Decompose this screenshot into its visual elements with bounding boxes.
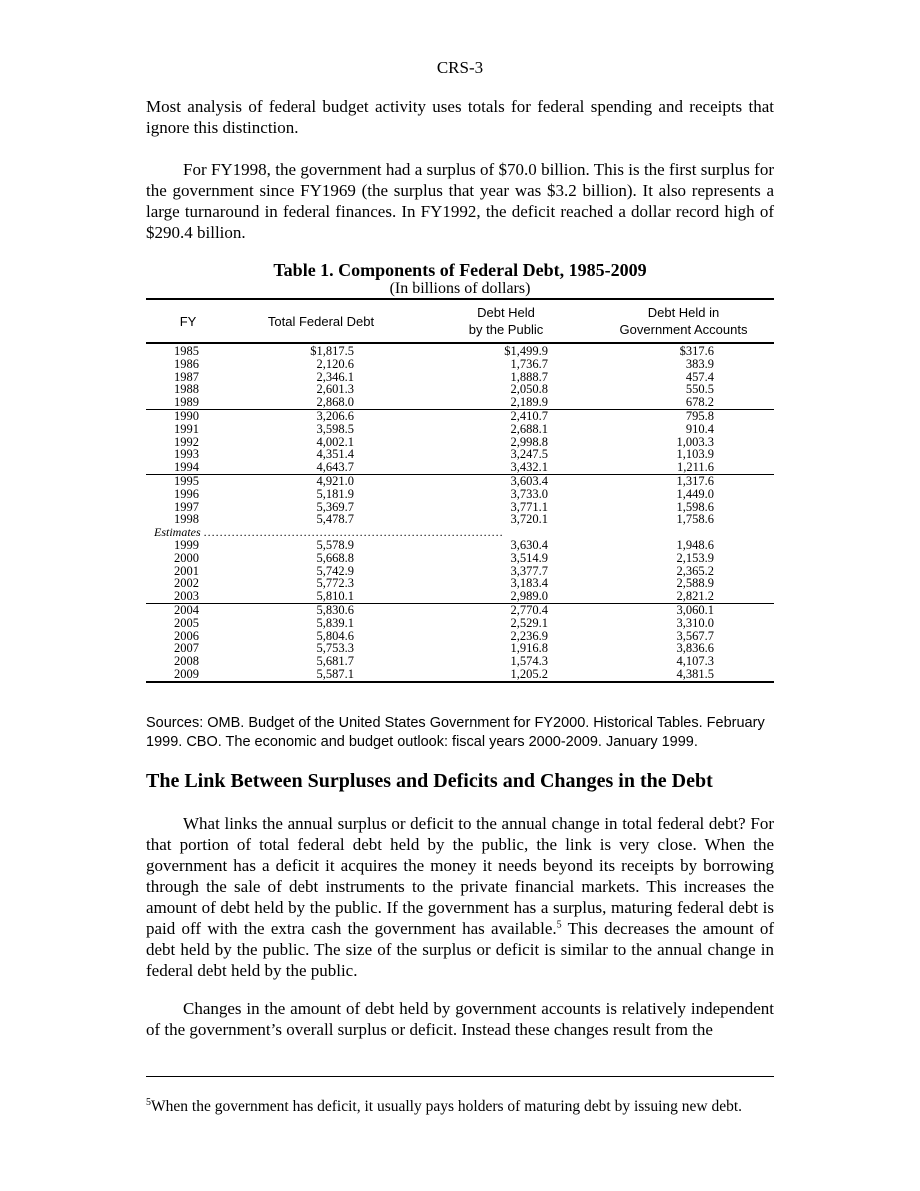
cell-total-debt: 3,206.6 xyxy=(316,408,354,423)
cell-total-debt: 4,351.4 xyxy=(316,447,354,462)
table-subtitle: (In billions of dollars) xyxy=(389,280,531,297)
cell-fy: 1985 xyxy=(174,344,199,358)
cell-fy: 1991 xyxy=(174,421,199,436)
cell-fy: 1993 xyxy=(174,447,199,462)
cell-fy: 1994 xyxy=(174,460,199,475)
cell-debt-gov: 1,449.0 xyxy=(676,486,714,501)
cell-total-debt: 5,753.3 xyxy=(316,641,354,656)
cell-total-debt: 5,587.1 xyxy=(316,666,354,681)
cell-debt-public: 3,183.4 xyxy=(510,576,548,591)
table-row xyxy=(146,655,774,668)
cell-debt-gov: 2,588.9 xyxy=(676,576,714,591)
cell-debt-public: 3,630.4 xyxy=(510,537,548,552)
table-row xyxy=(146,488,774,501)
footnote-text: When the government has deficit, it usually pays holders of maturing debt by issuing new debt. xyxy=(151,1098,743,1115)
cell-debt-public: 1,888.7 xyxy=(510,369,548,384)
cell-debt-gov: 550.5 xyxy=(685,382,714,397)
cell-debt-public: 3,514.9 xyxy=(510,550,548,565)
cell-fy: 2005 xyxy=(174,615,199,630)
cell-debt-public: 2,770.4 xyxy=(510,602,548,617)
cell-fy: 2003 xyxy=(174,589,199,604)
cell-debt-public: 3,733.0 xyxy=(510,486,548,501)
cell-fy: 2009 xyxy=(174,666,199,681)
cell-total-debt: 5,804.6 xyxy=(316,628,354,643)
cell-total-debt: 2,120.6 xyxy=(316,356,354,371)
cell-total-debt: 5,181.9 xyxy=(316,486,354,501)
cell-debt-public: 1,736.7 xyxy=(510,356,548,371)
paragraph-link-text-b: This decreases the amount of debt held by the public. The size of the surplus or deficit is similar to the annual change in federal debt held by the public. xyxy=(146,919,775,980)
table-row xyxy=(146,345,774,358)
table-top-rule xyxy=(146,298,774,300)
cell-total-debt: 5,478.7 xyxy=(316,512,354,527)
table-row xyxy=(146,617,774,630)
table-sources: Sources: OMB. Budget of the United States Government for FY2000. Historical Tables. February 1999. CBO. The economic and budget outlook: fiscal years 2000-2009. January 1999. xyxy=(146,715,765,750)
cell-fy: 2008 xyxy=(174,654,199,669)
cell-total-debt: 5,681.7 xyxy=(316,654,354,669)
cell-debt-gov: 795.8 xyxy=(685,408,714,423)
cell-debt-gov: 383.9 xyxy=(685,356,714,371)
paragraph-link xyxy=(146,813,774,981)
cell-debt-gov: 457.4 xyxy=(685,369,714,384)
cell-debt-gov: 1,317.6 xyxy=(676,473,714,488)
cell-total-debt: 2,601.3 xyxy=(316,382,354,397)
cell-fy: 1988 xyxy=(174,382,199,397)
footnote-rule xyxy=(146,1076,774,1077)
table-row xyxy=(146,461,774,475)
cell-debt-public: 3,377.7 xyxy=(510,563,548,578)
cell-fy: 1989 xyxy=(174,395,199,410)
cell-debt-public: 2,189.9 xyxy=(510,395,548,410)
cell-total-debt: 5,578.9 xyxy=(316,537,354,552)
table-row xyxy=(146,396,774,410)
cell-debt-gov: 3,567.7 xyxy=(676,628,714,643)
cell-debt-gov: 4,107.3 xyxy=(676,654,714,669)
cell-fy: 1999 xyxy=(174,537,199,552)
footnote-marker: 5 xyxy=(146,1096,151,1108)
cell-fy: 1996 xyxy=(174,486,199,501)
table-header xyxy=(146,303,774,341)
cell-debt-public: 2,236.9 xyxy=(510,628,548,643)
cell-debt-gov: 1,003.3 xyxy=(676,434,714,449)
cell-debt-public: 2,989.0 xyxy=(510,589,548,604)
cell-debt-gov: 2,821.2 xyxy=(676,589,714,604)
cell-total-debt: 5,668.8 xyxy=(316,550,354,565)
cell-total-debt: 3,598.5 xyxy=(316,421,354,436)
cell-debt-public: 2,998.8 xyxy=(510,434,548,449)
estimates-leader-dots: ........................................................................... xyxy=(203,526,504,539)
cell-debt-public: 2,050.8 xyxy=(510,382,548,397)
paragraph-fy1998: For FY1998, the government had a surplus of $70.0 billion. This is the first surplus for the government since FY1969 (the surplus that year was $3.2 billion). It also represents a large turnaround in federal finances. In FY1992, the deficit reached a dollar record high of $290.4 billion. xyxy=(146,160,774,242)
cell-debt-public: $1,499.9 xyxy=(504,344,548,358)
table-title: Table 1. Components of Federal Debt, 1985-2009 xyxy=(273,260,647,280)
cell-fy: 1992 xyxy=(174,434,199,449)
cell-fy: 2002 xyxy=(174,576,199,591)
estimates-label: Estimates xyxy=(154,526,201,539)
cell-total-debt: 4,643.7 xyxy=(316,460,354,475)
cell-debt-gov: 3,310.0 xyxy=(676,615,714,630)
cell-fy: 2000 xyxy=(174,550,199,565)
cell-total-debt: 5,742.9 xyxy=(316,563,354,578)
cell-total-debt: 4,921.0 xyxy=(316,473,354,488)
cell-debt-gov: 2,365.2 xyxy=(676,563,714,578)
cell-debt-public: 3,247.5 xyxy=(510,447,548,462)
header-total: Total Federal Debt xyxy=(267,314,375,329)
cell-debt-gov: 678.2 xyxy=(685,395,714,410)
cell-fy: 1990 xyxy=(174,408,199,423)
section-heading: The Link Between Surpluses and Deficits and Changes in the Debt xyxy=(146,770,713,792)
header-fy: FY xyxy=(179,314,197,329)
cell-total-debt: 4,002.1 xyxy=(316,434,354,449)
cell-debt-gov: 910.4 xyxy=(685,421,714,436)
footnote xyxy=(146,1098,786,1116)
table-row xyxy=(146,358,774,371)
paragraph-intro: Most analysis of federal budget activity uses totals for federal spending and receipts that ignore this distinction. xyxy=(146,97,774,137)
page-number: CRS-3 xyxy=(436,58,484,77)
cell-fy: 2001 xyxy=(174,563,199,578)
cell-debt-gov: 3,836.6 xyxy=(676,641,714,656)
cell-fy: 1997 xyxy=(174,499,199,514)
cell-debt-gov: 1,948.6 xyxy=(676,537,714,552)
cell-fy: 2007 xyxy=(174,641,199,656)
table-row xyxy=(146,423,774,436)
header-public-line1: Debt Held xyxy=(477,305,535,320)
paragraph-gov-accounts: Changes in the amount of debt held by government accounts is relatively independent of the government’s overall surplus or deficit. Instead these changes result from the xyxy=(146,999,774,1039)
cell-debt-public: 2,529.1 xyxy=(510,615,548,630)
table-row xyxy=(146,539,774,552)
cell-total-debt: 2,868.0 xyxy=(316,395,354,410)
table-body xyxy=(146,345,774,683)
cell-debt-gov: $317.6 xyxy=(679,344,714,358)
table-row xyxy=(146,590,774,604)
header-public-line2: by the Public xyxy=(468,322,544,337)
footnote-ref: 5 xyxy=(556,919,562,931)
table-row xyxy=(146,668,774,681)
cell-fy: 2004 xyxy=(174,602,199,617)
cell-debt-public: 1,205.2 xyxy=(510,666,548,681)
cell-fy: 1995 xyxy=(174,473,199,488)
cell-debt-gov: 1,598.6 xyxy=(676,499,714,514)
cell-debt-public: 3,603.4 xyxy=(510,473,548,488)
header-gov-line2: Government Accounts xyxy=(619,322,748,337)
cell-total-debt: 2,346.1 xyxy=(316,369,354,384)
table-row xyxy=(146,410,774,423)
table-row xyxy=(146,604,774,617)
cell-debt-public: 2,410.7 xyxy=(510,408,548,423)
table-row xyxy=(146,383,774,396)
table-bottom-rule xyxy=(146,681,774,683)
table-row xyxy=(146,371,774,384)
cell-fy: 2006 xyxy=(174,628,199,643)
cell-debt-public: 3,771.1 xyxy=(510,499,548,514)
cell-total-debt: 5,772.3 xyxy=(316,576,354,591)
cell-total-debt: 5,830.6 xyxy=(316,602,354,617)
cell-debt-gov: 4,381.5 xyxy=(676,666,714,681)
header-gov-line1: Debt Held in xyxy=(647,305,720,320)
cell-debt-public: 1,916.8 xyxy=(510,641,548,656)
cell-debt-public: 2,688.1 xyxy=(510,421,548,436)
cell-total-debt: 5,810.1 xyxy=(316,589,354,604)
cell-fy: 1986 xyxy=(174,356,199,371)
table-row xyxy=(146,552,774,565)
cell-total-debt: 5,369.7 xyxy=(316,499,354,514)
cell-debt-gov: 1,103.9 xyxy=(676,447,714,462)
table-row xyxy=(146,513,774,526)
table-row xyxy=(146,475,774,488)
cell-total-debt: 5,839.1 xyxy=(316,615,354,630)
cell-debt-gov: 3,060.1 xyxy=(676,602,714,617)
cell-total-debt: $1,817.5 xyxy=(310,344,354,358)
cell-debt-gov: 2,153.9 xyxy=(676,550,714,565)
cell-debt-public: 1,574.3 xyxy=(510,654,548,669)
cell-debt-gov: 1,758.6 xyxy=(676,512,714,527)
cell-fy: 1998 xyxy=(174,512,199,527)
cell-debt-public: 3,720.1 xyxy=(510,512,548,527)
paragraph-link-text-a: What links the annual surplus or deficit to the annual change in total federal debt? For that portion of total federal debt held by the public, the link is very close. When the government has a deficit it acquires the money it needs beyond its receipts by borrowing through the sale of debt instruments to the private financial markets. This increases the amount of debt held by the public. If the government has a surplus, maturing federal debt is paid off with the extra cash the government has available. xyxy=(146,814,774,938)
cell-debt-public: 3,432.1 xyxy=(510,460,548,475)
cell-debt-gov: 1,211.6 xyxy=(676,460,714,475)
cell-fy: 1987 xyxy=(174,369,199,384)
